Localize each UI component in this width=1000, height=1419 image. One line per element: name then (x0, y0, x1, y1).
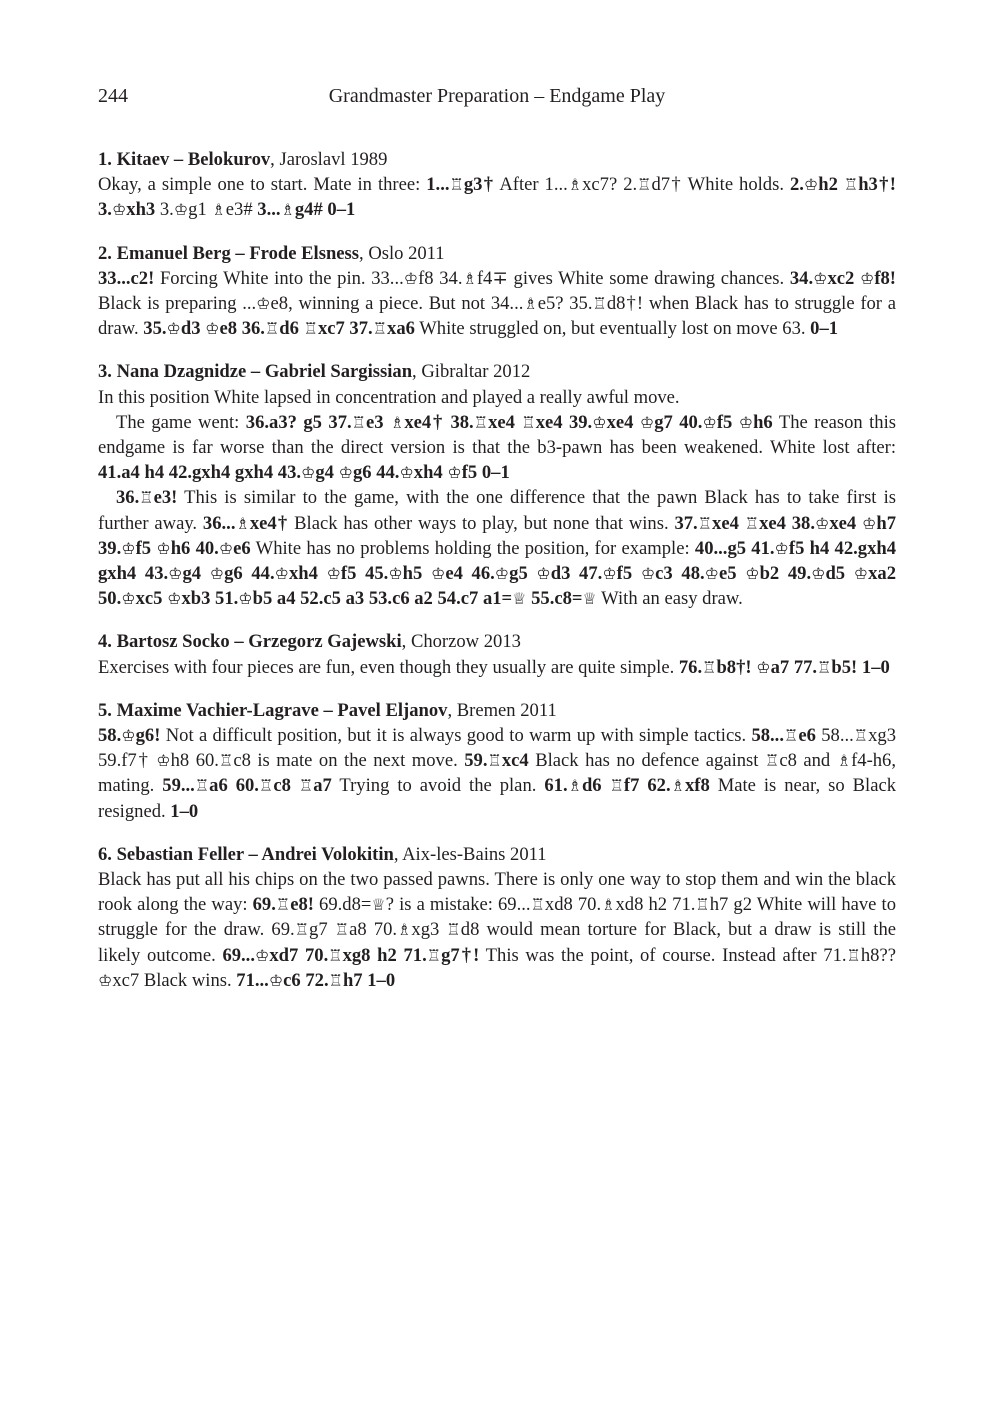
game-heading (98, 359, 896, 384)
commentary-text: Mate is near, so Black resigned. (98, 775, 896, 822)
move-sequence: 59...♖a6 60.♖c8 ♖a7 (162, 775, 332, 797)
move-sequence: 40...g5 41.♔f5 h4 42.gxh4 gxh4 43.♔g4 ♔g6 44.♔xh4 ♔f5 45.♔h5 ♔e4 46.♔g5 ♔d3 47.♔f5 ♔c3 48.♔e5 ♔b2 49.♔d5 ♔xa2 50.♔xc5 ♔xb3 51.♔b5 a4 52.c5 a3 53.c6 a2 54.c7 a1=♕ 55.c8=♕ (98, 537, 897, 610)
move-sequence: 76.♖b8†! ♔a7 77.♖b5! 1–0 (678, 656, 890, 678)
solution-paragraph (98, 385, 896, 410)
move-sequence: 36.♖e3! (116, 487, 178, 509)
move-sequence: 33...c2! (98, 267, 155, 289)
game-heading (98, 842, 896, 867)
game-event: , Aix-les-Bains 2011 (393, 843, 547, 865)
page-number: 244 (98, 85, 128, 107)
commentary-text: 3.♔g1 ♗e3# (155, 199, 258, 221)
game-event: , Chorzow 2013 (401, 631, 521, 653)
commentary-text: Black has no defence against ♖c8 and ♗f4-h6, mating. (98, 750, 897, 797)
move-sequence: 61.♗d6 ♖f7 62.♗xf8 (544, 775, 710, 797)
commentary-text: Black has put all his chips on the two passed pawns. There is only one way to stop them and win the black rook along the way: (98, 869, 896, 916)
game-event: , Jaroslavl 1989 (270, 149, 388, 170)
game-heading (98, 629, 896, 654)
move-sequence: 58.♔g6! (98, 725, 161, 747)
solution-section (98, 842, 896, 993)
solution-section (98, 698, 896, 824)
game-players: 4. Bartosz Socko – Grzegorz Gajewski (98, 631, 402, 653)
page-header (98, 82, 896, 110)
solution-paragraph (98, 410, 896, 486)
commentary-text: 69.d8=♕? is a mistake: 69...♖xd8 70.♗xd8 h2 71.♖h7 g2 White will have to struggle for the draw. 69.♖g7 ♖a8 70.♗xg3 ♖d8 would mean torture for Black, but a draw is still the likely outcome. (98, 894, 897, 966)
commentary-text: White has no problems holding the position, for example: (250, 537, 695, 559)
commentary-text: 58...♖xg3 59.f7† ♔h8 60.♖c8 is mate on the next move. (98, 725, 896, 772)
commentary-text: Trying to avoid the plan. (331, 775, 545, 797)
move-sequence: 0–1 (810, 318, 839, 340)
move-sequence: 3...♗g4# 0–1 (257, 199, 356, 221)
game-heading (98, 698, 896, 723)
commentary-text: After 1...♗xc7? 2.♖d7† White holds. (494, 174, 790, 196)
commentary-text: The game went: (116, 411, 246, 433)
game-players: 2. Emanuel Berg – Frode Elsness (98, 242, 360, 264)
game-heading (98, 147, 896, 172)
solution-paragraph (98, 655, 896, 680)
move-sequence: 59.♖xc4 (464, 750, 529, 772)
move-sequence: 37.♖xe4 ♖xe4 38.♔xe4 ♔h7 39.♔f5 ♔h6 40.♔e6 (98, 512, 897, 559)
solution-section (98, 147, 896, 223)
move-sequence: 2.♔h2 ♖h3†! 3.♔xh3 (98, 174, 896, 221)
move-sequence: 71...♔c6 72.♖h7 1–0 (236, 969, 396, 991)
move-sequence: 34.♔xc2 ♔f8! (789, 267, 896, 289)
solution-paragraph (98, 723, 896, 824)
game-event: , Gibraltar 2012 (412, 361, 531, 383)
move-sequence: 58...♖e6 (751, 725, 816, 747)
move-sequence: 1...♖g3† (426, 174, 495, 196)
solution-paragraph (98, 172, 896, 222)
move-sequence: 1–0 (170, 800, 199, 822)
game-event: , Oslo 2011 (359, 242, 445, 264)
game-event: , Bremen 2011 (447, 699, 557, 721)
commentary-text: Forcing White into the pin. 33...♔f8 34.♗f4∓ gives White some drawing chances. (154, 267, 790, 289)
move-sequence: 41.a4 h4 42.gxh4 gxh4 43.♔g4 ♔g6 44.♔xh4 ♔f5 0–1 (98, 462, 510, 484)
solution-section (98, 359, 896, 611)
commentary-text: This is similar to the game, with the one difference that the pawn Black has to take first is further away. (98, 487, 896, 534)
game-heading (98, 241, 896, 266)
commentary-text: The reason this endgame is far worse than the direct version is that the b3-pawn has been weakened. White lost after: (98, 411, 897, 459)
game-players: 6. Sebastian Feller – Andrei Volokitin (98, 843, 394, 865)
running-title: Grandmaster Preparation – Endgame Play (328, 85, 666, 107)
solution-paragraph (98, 485, 896, 611)
game-players: 3. Nana Dzagnidze – Gabriel Sargissian (98, 361, 413, 383)
commentary-text: White struggled on, but eventually lost on move 63. (414, 318, 811, 340)
commentary-text: Not a difficult position, but it is always good to warm up with simple tactics. (160, 725, 752, 747)
exercise-solutions (98, 147, 896, 1011)
solution-paragraph (98, 266, 896, 342)
solution-section (98, 629, 896, 679)
move-sequence: 36.a3? g5 37.♖e3 ♗xe4† 38.♖xe4 ♖xe4 39.♔xe4 ♔g7 40.♔f5 ♔h6 (245, 411, 773, 433)
move-sequence: 36...♗xe4† (202, 512, 289, 534)
commentary-text: Okay, a simple one to start. Mate in three: (98, 174, 427, 196)
game-players: 5. Maxime Vachier-Lagrave – Pavel Eljanov (98, 699, 448, 721)
commentary-text: Exercises with four pieces are fun, even though they usually are quite simple. (98, 656, 679, 678)
solution-section (98, 241, 896, 342)
commentary-text: Black is preparing ...♔e8, winning a piece. But not 34...♗e5? 35.♖d8†! when Black has to struggle for a draw. (98, 293, 896, 340)
commentary-text: This was the point, of course. Instead after 71.♖h8?? ♔xc7 Black wins. (98, 944, 896, 991)
move-sequence: 35.♔d3 ♔e8 36.♖d6 ♖xc7 37.♖xa6 (143, 318, 415, 340)
commentary-text: Black has other ways to play, but none that wins. (288, 512, 675, 534)
move-sequence: 69.♖e8! (252, 894, 314, 916)
solution-paragraph (98, 867, 896, 993)
commentary-text: In this position White lapsed in concentration and played a really awful move. (98, 386, 680, 408)
commentary-text: With an easy draw. (596, 588, 743, 610)
move-sequence: 69...♔xd7 70.♖xg8 h2 71.♖g7†! (222, 944, 480, 966)
game-players: 1. Kitaev – Belokurov (98, 149, 271, 170)
